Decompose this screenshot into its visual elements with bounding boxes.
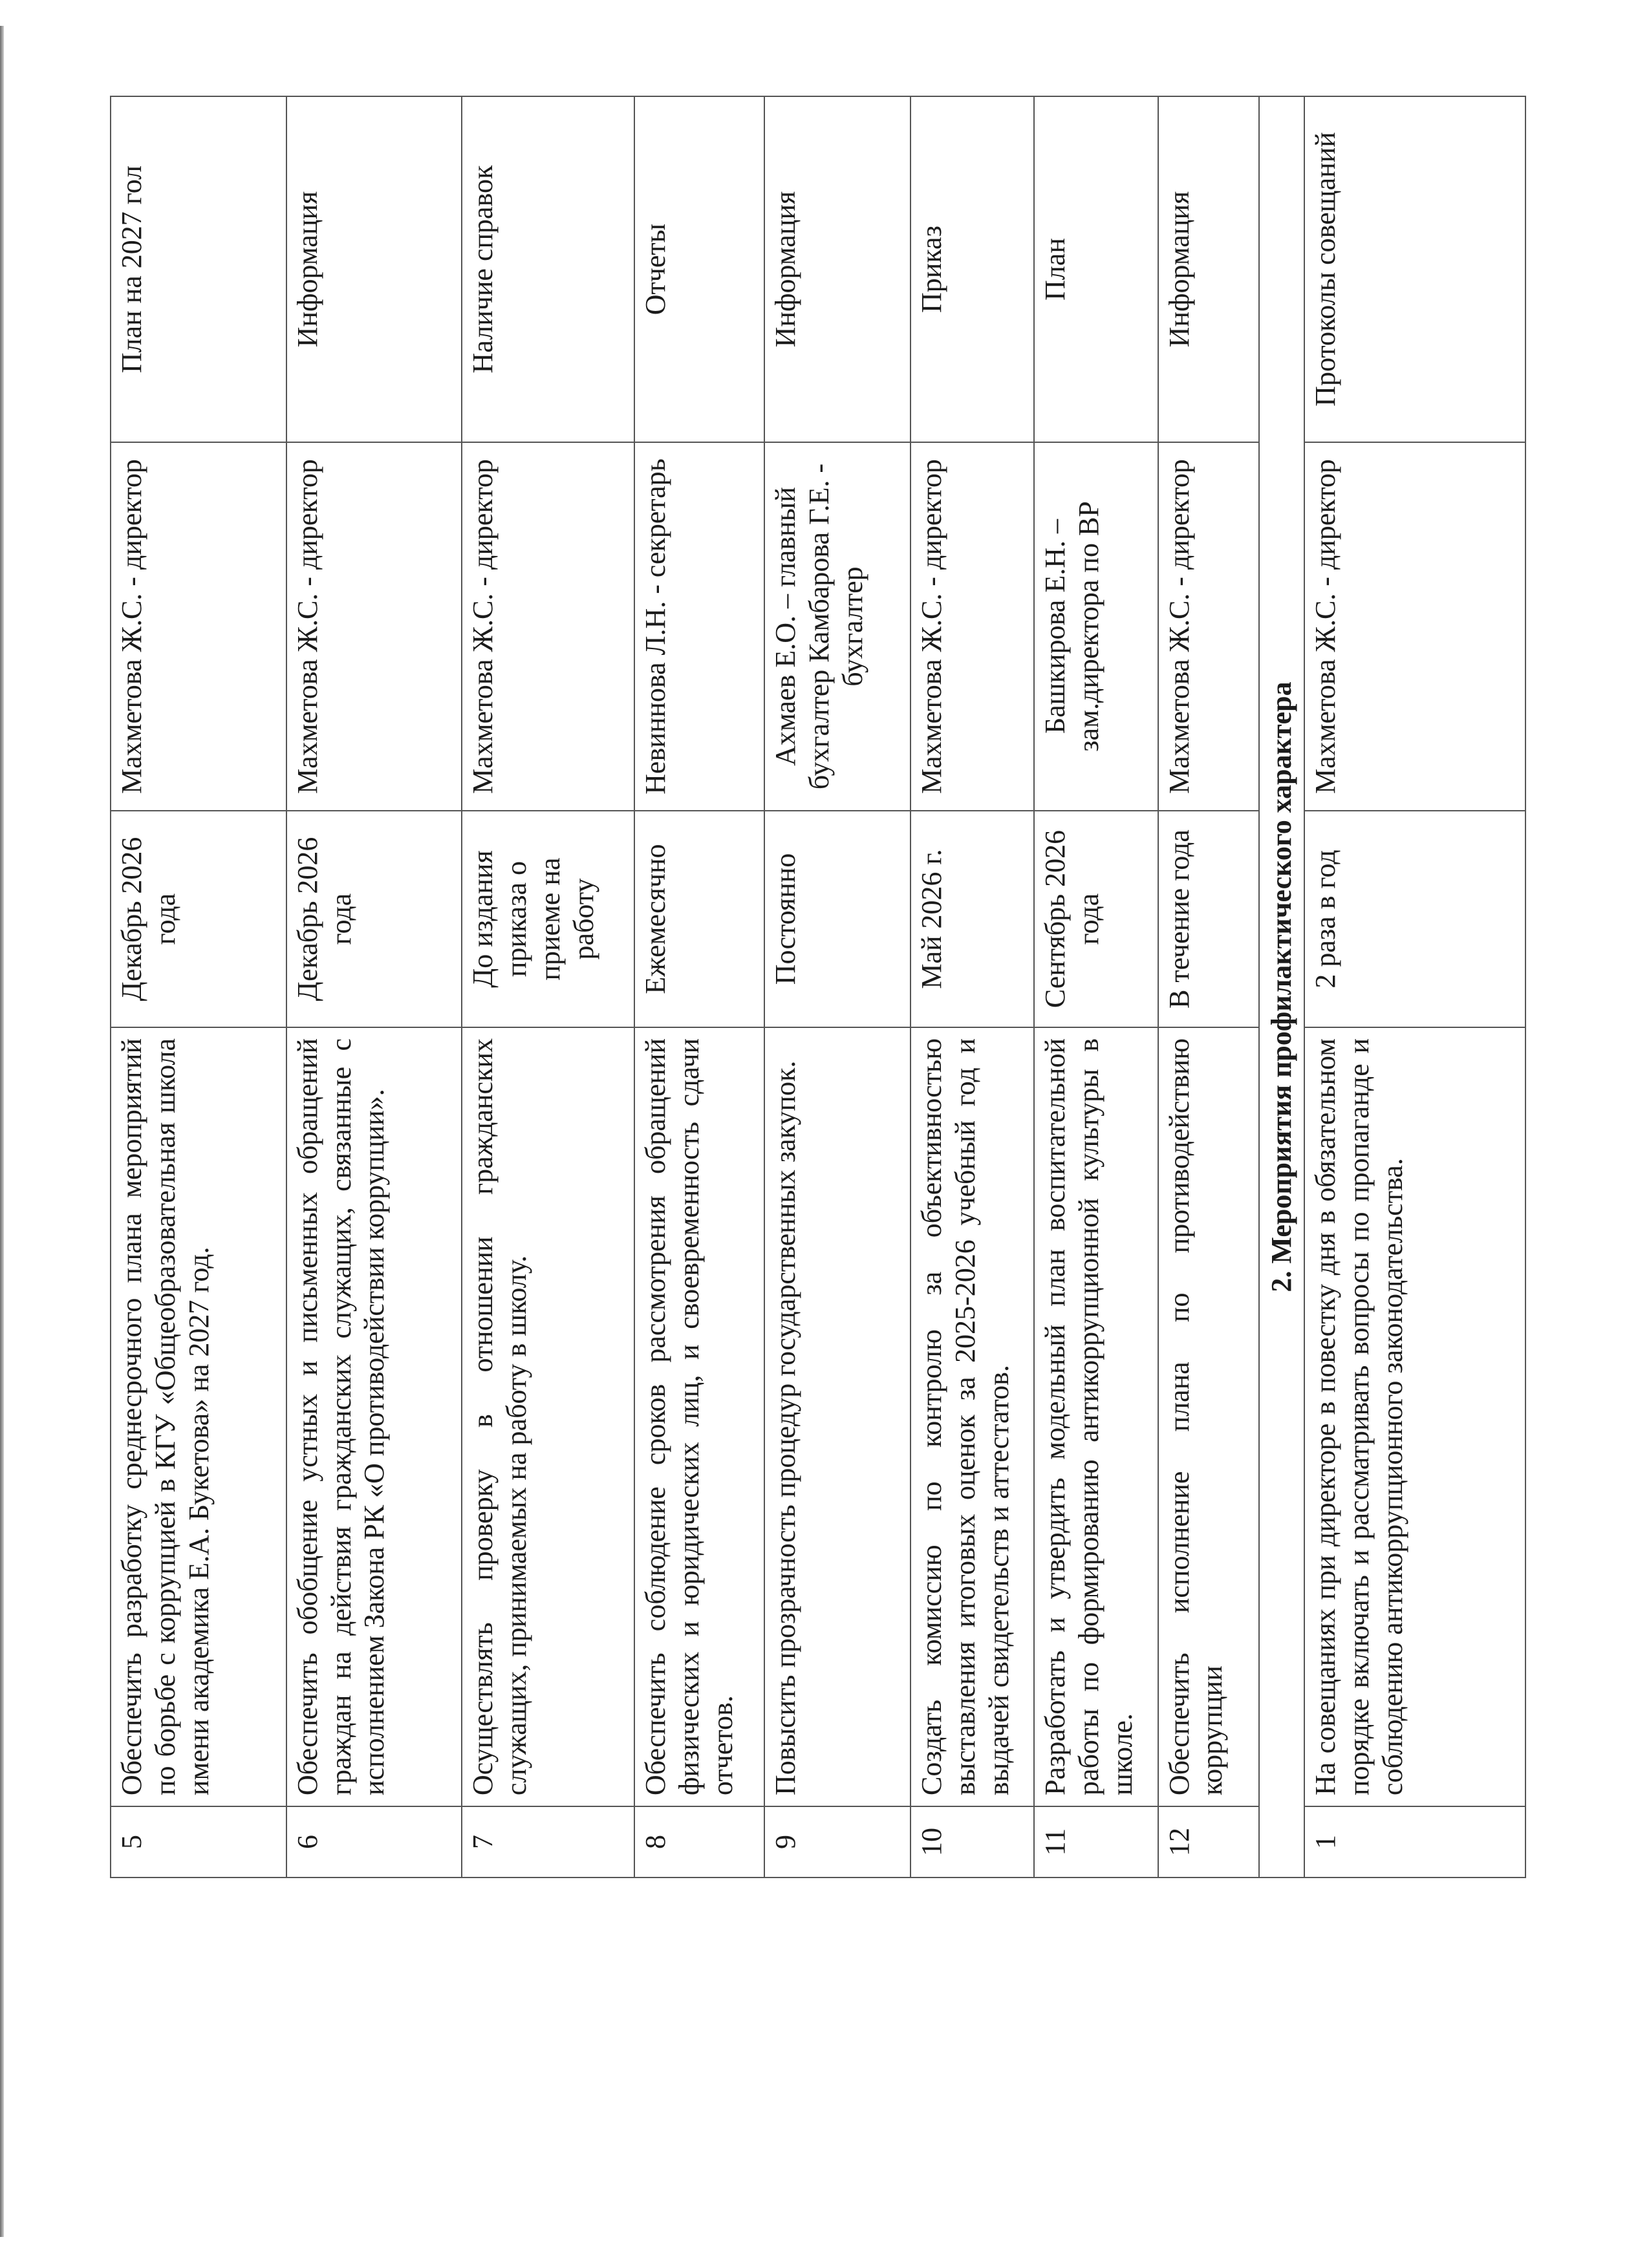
cell-term: 2 раза в год: [1304, 811, 1525, 1027]
cell-num: 7: [462, 1806, 634, 1878]
table-row: [462, 96, 634, 1878]
cell-responsible: Махметова Ж.С. - директор: [462, 442, 634, 811]
cell-term: Ежемесячно: [634, 811, 764, 1027]
cell-action: Обеспечить обобщение устных и письменных обращений граждан на действия гражданских служащих, связанные с исполнением Закона РК «О противодействии коррупции».: [286, 1027, 462, 1806]
cell-responsible: Невиннова Л.Н. - секретарь: [634, 442, 764, 811]
table-row: [1304, 96, 1525, 1878]
cell-responsible: Башкирова Е.Н. – зам.директора по ВР: [1034, 442, 1158, 811]
cell-action: На совещаниях при директоре в повестку дня в обязательном порядке включать и рассматривать вопросы по пропаганде и соблюдению антикоррупционного законодательства.: [1304, 1027, 1525, 1806]
table-row: [286, 96, 462, 1878]
section-row: [1259, 96, 1304, 1878]
cell-num: 6: [286, 1806, 462, 1878]
cell-responsible: Махметова Ж.С. - директор: [1304, 442, 1525, 811]
scan-page-edge: [0, 26, 4, 2237]
cell-action: Осуществлять проверку в отношении гражданских служащих, принимаемых на работу в школу.: [462, 1027, 634, 1806]
cell-action: Обеспечить соблюдение сроков рассмотрения обращений физических и юридических лиц, и своевременность сдачи отчетов.: [634, 1027, 764, 1806]
rotated-table-wrapper: [110, 97, 1526, 1878]
cell-num: 12: [1158, 1806, 1259, 1878]
cell-action: Повысить прозрачность процедур государственных закупок.: [764, 1027, 911, 1806]
cell-num: 1: [1304, 1806, 1525, 1878]
cell-responsible: Махметова Ж.С. - директор: [1158, 442, 1259, 811]
cell-num: 10: [911, 1806, 1034, 1878]
cell-result: Информация: [286, 96, 462, 442]
cell-term: В течение года: [1158, 811, 1259, 1027]
cell-result: Протоколы совещаний: [1304, 96, 1525, 442]
cell-term: Декабрь 2026 года: [111, 811, 286, 1027]
cell-result: План на 2027 гол: [111, 96, 286, 442]
table-row: [764, 96, 911, 1878]
cell-action: Обеспечить разработку среднесрочного плана мероприятий по борьбе с коррупцией в КГУ «Общеобразовательная школа имени академика Е.А. Букетова» на 2027 год.: [111, 1027, 286, 1806]
cell-result: План: [1034, 96, 1158, 442]
table-row: [1158, 96, 1259, 1878]
table-row: [1034, 96, 1158, 1878]
cell-term: Постоянно: [764, 811, 911, 1027]
cell-num: 5: [111, 1806, 286, 1878]
cell-term: До издания приказа о приеме на работу: [462, 811, 634, 1027]
cell-result: Информация: [1158, 96, 1259, 442]
table-row: [911, 96, 1034, 1878]
cell-responsible: Ахмаев Е.О. – главный бухгалтер Камбарова Г.Е. - бухгалтер: [764, 442, 911, 811]
cell-action: Разработать и утвердить модельный план воспитательной работы по формированию антикоррупционной культуры в школе.: [1034, 1027, 1158, 1806]
cell-result: Отчеты: [634, 96, 764, 442]
cell-result: Приказ: [911, 96, 1034, 442]
cell-action: Обеспечить исполнение плана по противодействию коррупции: [1158, 1027, 1259, 1806]
section-title: 2. Мероприятия профилактического характера: [1259, 96, 1304, 1878]
cell-num: 9: [764, 1806, 911, 1878]
anticorruption-plan-table: [110, 96, 1526, 1878]
cell-num: 11: [1034, 1806, 1158, 1878]
cell-result: Информация: [764, 96, 911, 442]
cell-responsible: Махметова Ж.С. - директор: [111, 442, 286, 811]
cell-term: Май 2026 г.: [911, 811, 1034, 1027]
cell-num: 8: [634, 1806, 764, 1878]
cell-term: Сентябрь 2026 года: [1034, 811, 1158, 1027]
cell-result: Наличие справок: [462, 96, 634, 442]
cell-responsible: Махметова Ж.С. - директор: [911, 442, 1034, 811]
cell-action: Создать комиссию по контролю за объективностью выставления итоговых оценок за 2025-2026 учебный год и выдачей свидетельств и аттестатов.: [911, 1027, 1034, 1806]
table-row: [111, 96, 286, 1878]
cell-term: Декабрь 2026 года: [286, 811, 462, 1027]
table-row: [634, 96, 764, 1878]
cell-responsible: Махметова Ж.С. - директор: [286, 442, 462, 811]
